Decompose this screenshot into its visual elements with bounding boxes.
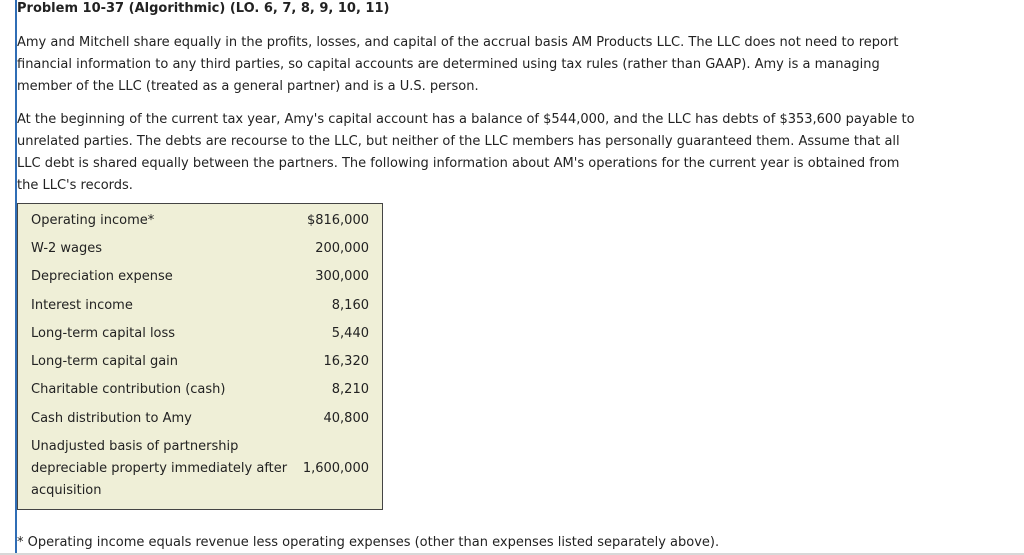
row-value: 1,600,000 xyxy=(302,461,369,476)
problem-paragraph-2: At the beginning of the current tax year, Amy's capital account has a balance of $544,000, and the LLC has debts of $353,600 payable to unrelated parties. The debts are recourse to the LLC, but neither of the LLC members has personally guaranteed them. Assume that all LLC debt is shared equally between the partners. The following information about AM's operations for the current year is obtained from the LLC's records. xyxy=(17,112,915,193)
row-value: 5,440 xyxy=(331,326,369,341)
row-label: Operating income* xyxy=(31,213,155,228)
footnote: * Operating income equals revenue less operating expenses (other than expenses listed separately above). xyxy=(17,535,720,550)
row-label: Long-term capital loss xyxy=(31,326,176,341)
problem-paragraph-1: Amy and Mitchell share equally in the profits, losses, and capital of the accrual basis AM Products LLC. The LLC does not need to report financial information to any third parties, so capital accounts are determined using tax rules (rather than GAAP). Amy is a managing member of the LLC (treated as a general partner) and is a U.S. person. xyxy=(17,35,899,94)
row-label: Long-term capital gain xyxy=(31,354,179,369)
problem-title: Problem 10-37 (Algorithmic) (LO. 6, 7, 8, 9, 10, 11) xyxy=(17,1,390,16)
row-label: Depreciation expense xyxy=(31,269,173,284)
row-value: 300,000 xyxy=(315,269,369,284)
row-value: 8,210 xyxy=(331,382,369,397)
row-value: 40,800 xyxy=(323,411,369,426)
row-value: $816,000 xyxy=(306,213,369,228)
row-value: 200,000 xyxy=(315,241,369,256)
row-label: Unadjusted basis of partnership depreciable property immediately after acquisition xyxy=(31,439,288,498)
row-label: Charitable contribution (cash) xyxy=(31,382,226,397)
row-label: Cash distribution to Amy xyxy=(31,411,192,426)
row-value: 16,320 xyxy=(323,354,369,369)
operations-records-table xyxy=(17,203,383,510)
row-value: 8,160 xyxy=(331,298,369,313)
row-label: W-2 wages xyxy=(31,241,103,256)
row-label: Interest income xyxy=(31,298,133,313)
